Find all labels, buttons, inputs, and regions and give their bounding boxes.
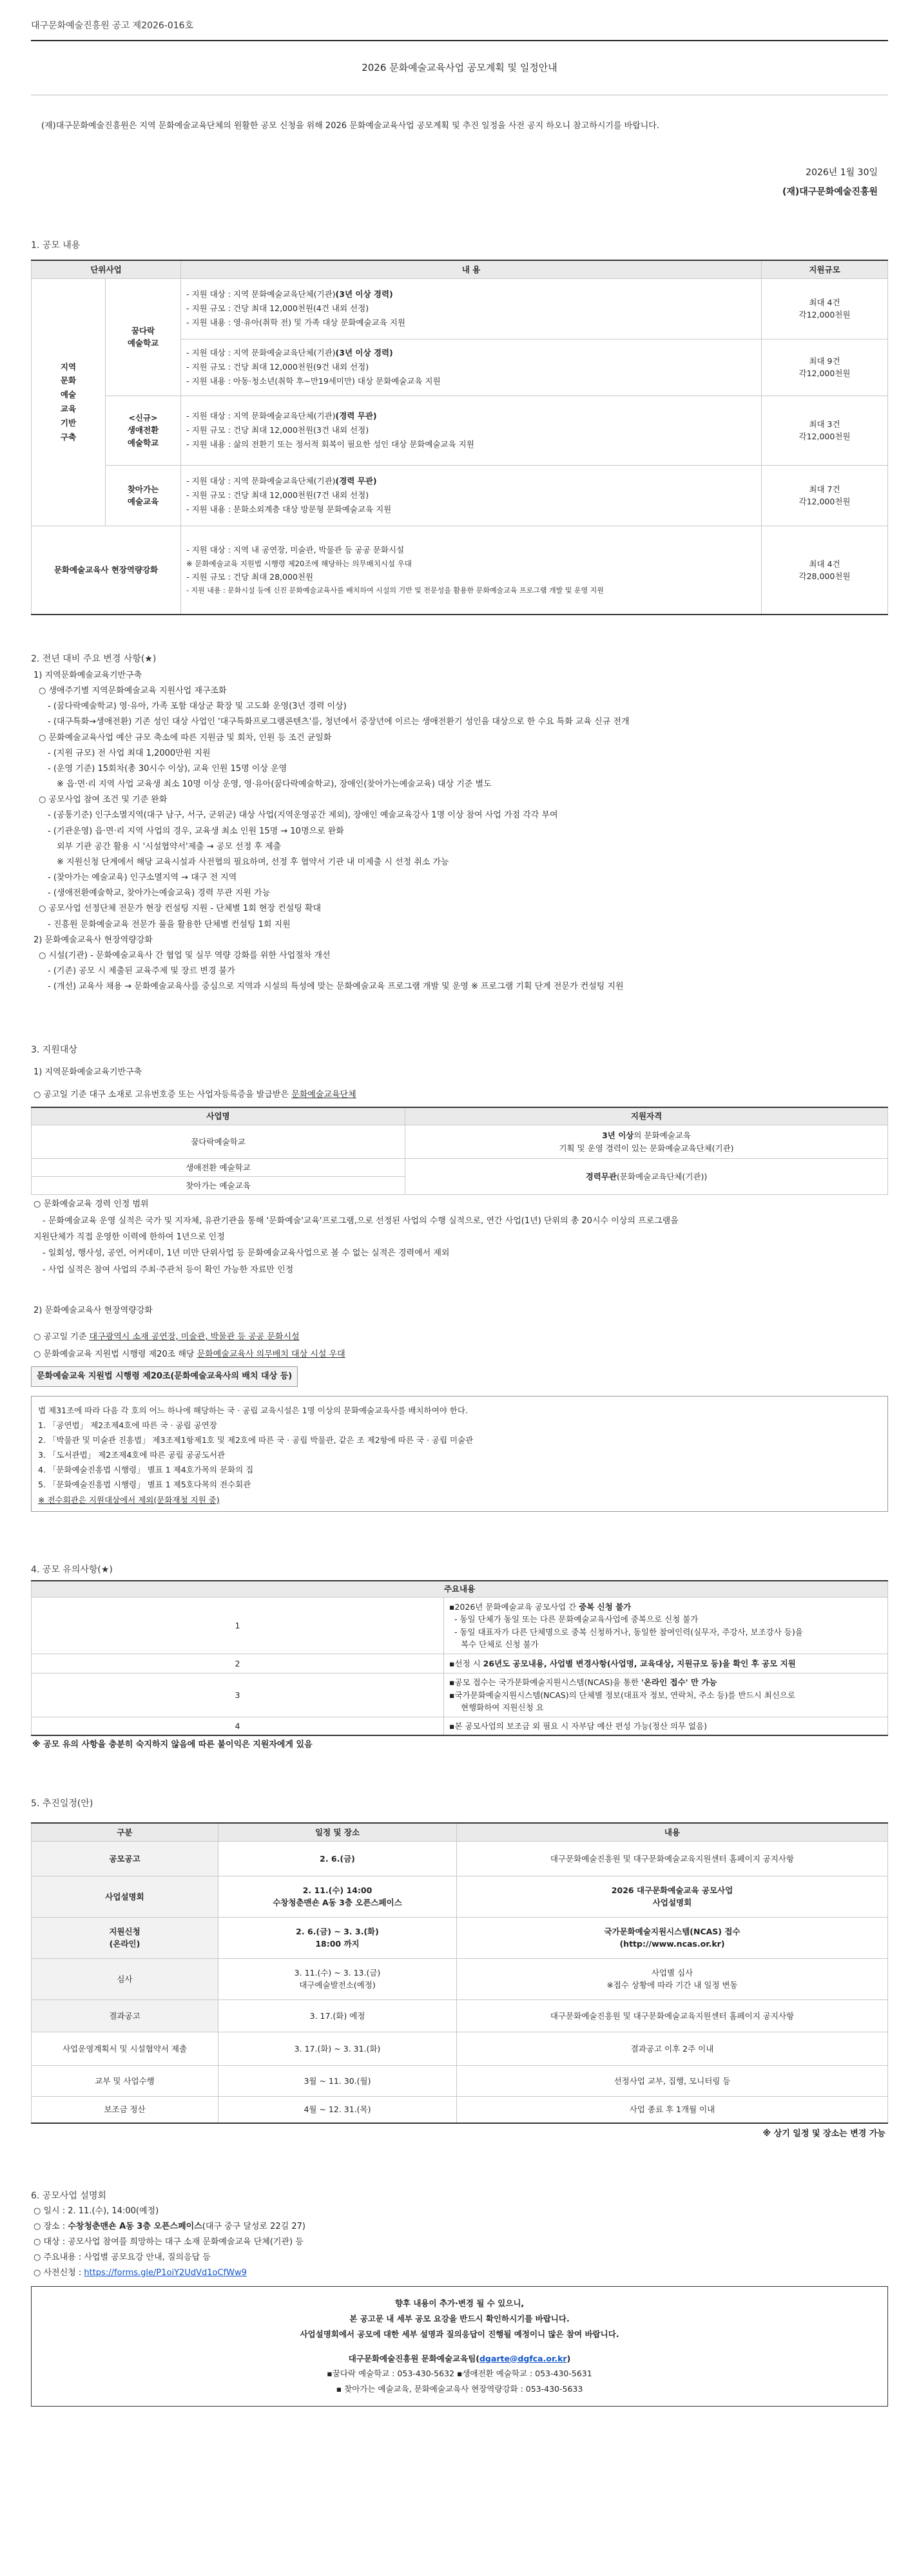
law-line: 1. 「공연법」 제2조제4호에 따른 국 · 공립 공연장 bbox=[38, 1420, 217, 1430]
desc-line: 사업별 심사 bbox=[651, 1967, 693, 1978]
law-line: ※ 전수회관은 지원대상에서 제외(문화재청 지원 중) bbox=[38, 1494, 220, 1505]
section-3 bbox=[31, 1044, 888, 1511]
list-item: - (기존) 공모 시 제출된 교육주제 및 장르 변경 불가 bbox=[48, 966, 235, 977]
career-list bbox=[31, 1196, 888, 1278]
program-scale: 최대 4건 각12,000천원 bbox=[762, 278, 888, 339]
schedule-desc bbox=[457, 1876, 888, 1917]
table-row bbox=[32, 2096, 888, 2123]
date-line: 2. 6.(금) ~ 3. 3.(화) bbox=[296, 1926, 379, 1936]
schedule-date: 2. 6.(금) bbox=[218, 1841, 457, 1876]
footer-line: 본 공고문 내 세부 공모 요강을 반드시 확인하시기를 바랍니다. bbox=[349, 2314, 570, 2324]
info-line: ○ 대상 : 공모사업 참여를 희망하는 대구 소재 문화예술교육 단체(기관) 등 bbox=[34, 2237, 304, 2247]
list-item: ○ 생애주기별 지역문화예술교육 지원사업 재구조화 bbox=[39, 686, 227, 696]
notice-date: 2026년 1월 30일 bbox=[806, 167, 878, 178]
qual-text: 의 문화예술교육 bbox=[634, 1130, 691, 1140]
schedule-note: ※ 상기 일정 및 장소는 변경 가능 bbox=[762, 2129, 885, 2139]
law-line: 4. 「문화예술진흥법 시행령」 별표 1 제4호가목의 문화의 집 bbox=[38, 1465, 254, 1475]
table-row bbox=[32, 1654, 888, 1674]
desc-line: 사업설명회 bbox=[652, 1898, 692, 1908]
qualification bbox=[405, 1159, 888, 1195]
schedule-desc bbox=[457, 1958, 888, 1999]
caution-table bbox=[31, 1580, 888, 1737]
schedule-category: 지원신청 (온라인) bbox=[32, 1917, 218, 1958]
schedule-category: 보조금 정산 bbox=[32, 2096, 218, 2123]
content-line: - 지원 내용 : 문화시설 등에 신진 문화예술교육사를 배치하여 시설의 기반 및 전문성을 활용한 문화예술교육 프로그램 개발 및 운영 지원 bbox=[186, 586, 604, 595]
section-6 bbox=[31, 2190, 888, 2406]
qual-emphasis: 경력무관 bbox=[585, 1172, 617, 1182]
list-item: - (꿈다락예술학교) 영·유아, 가족 포함 대상군 확장 및 고도화 운영(3년 경력 이상) bbox=[48, 701, 347, 712]
qual-text: 기획 및 운영 경력이 있는 문화예술교육단체(기관) bbox=[559, 1143, 734, 1153]
intro-text: (재)대구문화예술진흥원은 지역 문화예술교육단체의 원활한 공모 신청을 위해 2026 문화예술교육사업 공모계획 및 추진 일정을 사전 공지 하오니 참고하시기를 바랍니다. bbox=[41, 120, 659, 131]
caution-content bbox=[444, 1598, 888, 1654]
content-line: - 지원 대상 : 지역 문화예술교육단체(기관) bbox=[186, 289, 336, 300]
program-content bbox=[181, 526, 762, 615]
sec6-title: 6. 공모사업 설명회 bbox=[31, 2191, 106, 2202]
section-1 bbox=[31, 239, 888, 615]
date-line: 수창청춘맨숀 A동 3층 오픈스페이스 bbox=[273, 1898, 402, 1908]
content-line: - 지원 규모 : 건당 최대 12,000천원(3건 내외 선정) bbox=[186, 425, 369, 435]
sec3-sub1: 1) 지역문화예술교육기반구축 bbox=[34, 1067, 142, 1078]
caution-content bbox=[444, 1674, 888, 1717]
table-row bbox=[32, 1958, 888, 1999]
header-program: 사업명 bbox=[32, 1107, 405, 1125]
info-label: ○ 장소 : bbox=[34, 2222, 68, 2232]
caution-warning: ※ 공모 유의 사항을 충분히 숙지하지 않음에 따른 불이익은 지원자에게 있음 bbox=[32, 1740, 313, 1750]
info-label: ○ 사전신청 : bbox=[34, 2268, 84, 2278]
schedule-desc: 결과공고 이후 2주 이내 bbox=[457, 2032, 888, 2065]
schedule-date: 4월 ~ 12. 31.(목) bbox=[218, 2096, 457, 2123]
footer-line bbox=[38, 2351, 881, 2367]
content-emphasis: (경력 무관) bbox=[335, 411, 377, 421]
schedule-desc: 대구문화예술진흥원 및 대구문화예술교육지원센터 홈페이지 공지사항 bbox=[457, 1999, 888, 2032]
content-line: ▪국가문화예술지원시스템(NCAS)의 단체별 정보(대표자 정보, 연락처, 주소 등)를 반드시 최신으로 bbox=[449, 1690, 795, 1700]
eligibility-table bbox=[31, 1107, 888, 1196]
table-row bbox=[32, 1717, 888, 1736]
team-name-close: ) bbox=[566, 2353, 571, 2363]
sec2-title: 2. 전년 대비 주요 변경 사항(★) bbox=[31, 654, 157, 665]
sec4-title: 4. 공모 유의사항(★) bbox=[31, 1564, 113, 1575]
schedule-category: 사업운영계획서 및 시설협약서 제출 bbox=[32, 2032, 218, 2065]
list-item: - (생애전환예술학교, 찾아가는예술교육) 경력 무관 지원 가능 bbox=[48, 888, 271, 899]
program-name: 찾아가는 예술교육 bbox=[32, 1177, 405, 1195]
list-item: - (기관운영) 읍·면·리 지역 사업의 경우, 교육생 최소 인원 15명 → 10명으로 완화 bbox=[48, 826, 344, 836]
table-row bbox=[32, 278, 888, 339]
section-4 bbox=[31, 1563, 888, 1752]
section-2 bbox=[31, 653, 888, 995]
list-item: 외부 기관 공간 활용 시 '시설협약서'제출 → 공모 선정 후 제출 bbox=[57, 841, 282, 852]
content-line: - 지원 규모 : 건당 최대 28,000천원 bbox=[186, 572, 314, 582]
table-row bbox=[32, 1159, 888, 1177]
schedule-category: 공모공고 bbox=[32, 1841, 218, 1876]
list-item: ※ 지원신청 단계에서 해당 교육시설과 사전협의 필요하며, 선정 후 협약서 기관 내 미제출 시 선정 취소 가능 bbox=[57, 857, 449, 867]
table-row bbox=[32, 1917, 888, 1958]
list-item: - (운영 기준) 15회차(총 30시수 이상), 교육 인원 15명 이상 운영 bbox=[48, 763, 287, 774]
registration-link[interactable]: https://forms.gle/P1oiY2UdVd1oCfWw9 bbox=[84, 2268, 247, 2278]
sec3-sub2: 2) 문화예술교육사 현장역량강화 bbox=[34, 1306, 153, 1316]
list-item: ○ 문화예술교육사업 예산 규모 축소에 따른 지원금 및 회차, 인원 등 조건 균일화 bbox=[39, 732, 332, 743]
law-content bbox=[31, 1396, 888, 1512]
notice-org: (재)대구문화예술진흥원 bbox=[782, 186, 878, 197]
content-line: 현행화하여 지원신청 요 bbox=[461, 1703, 544, 1713]
table-row bbox=[32, 2065, 888, 2096]
row-number: 2 bbox=[32, 1654, 444, 1674]
list-item: 1) 지역문화예술교육기반구축 bbox=[34, 670, 142, 680]
law-box bbox=[31, 1366, 888, 1512]
qual-text: (문화예술교육단체(기관)) bbox=[617, 1172, 708, 1182]
schedule-category: 결과공고 bbox=[32, 1999, 218, 2032]
sec3-title: 3. 지원대상 bbox=[31, 1045, 77, 1056]
schedule-date bbox=[218, 1917, 457, 1958]
schedule-desc bbox=[457, 1917, 888, 1958]
header-scale: 지원규모 bbox=[762, 260, 888, 278]
date-line: 3. 11.(수) ~ 3. 13.(금) bbox=[294, 1967, 381, 1978]
list-item: - 사업 실적은 참여 사업의 주최·주관처 등이 확인 가능한 자료만 인정 bbox=[43, 1264, 294, 1275]
law-line: 3. 「도서관법」 제2조제4호에 따른 공립 공공도서관 bbox=[38, 1450, 226, 1460]
law-line: 5. 「문화예술진흥법 시행령」 별표 1 제5호다목의 전수회관 bbox=[38, 1480, 251, 1490]
schedule-table bbox=[31, 1822, 888, 2124]
sec3-note2 bbox=[31, 1330, 888, 1345]
content-line: - 지원 대상 : 지역 문화예술교육단체(기관) bbox=[186, 476, 336, 486]
date-block bbox=[31, 166, 888, 199]
program-content bbox=[181, 278, 762, 339]
schedule-desc: 대구문화예술진흥원 및 대구문화예술교육지원센터 홈페이지 공지사항 bbox=[457, 1841, 888, 1876]
list-item: - (대구특화→생애전환) 기존 성인 대상 사업인 '대구특화프로그램콘텐츠'를, 청년에서 중장년에 이르는 생애전환기 성인을 대상으로 한 수요 특화 교육 신규 전개 bbox=[48, 717, 630, 727]
content-line: - 지원 대상 : 지역 문화예술교육단체(기관) bbox=[186, 411, 336, 421]
schedule-category: 교부 및 사업수행 bbox=[32, 2065, 218, 2096]
contact-box bbox=[31, 2286, 888, 2407]
program-name: 문화예술교육사 현장역량강화 bbox=[32, 526, 181, 615]
schedule-date bbox=[218, 1876, 457, 1917]
schedule-desc: 선정사업 교부, 집행, 모니터링 등 bbox=[457, 2065, 888, 2096]
content-line: - 지원 내용 : 아동·청소년(취학 후~만19세미만) 대상 문화예술교육 지원 bbox=[186, 376, 441, 386]
table-row bbox=[32, 465, 888, 526]
note-underlined: 문화예술교육사 의무배치 대상 시설 우대 bbox=[197, 1349, 345, 1359]
content-line: - 동일 단체가 동일 또는 다른 문화예술교육사업에 중복으로 신청 불가 bbox=[454, 1614, 699, 1625]
sec1-title: 1. 공모 내용 bbox=[31, 240, 81, 251]
program-name: 꿈다락 예술학교 bbox=[106, 278, 181, 396]
footer-line: ▪ 찾아가는 예술교육, 문화예술교육사 현장역량강화 : 053-430-5633 bbox=[336, 2384, 583, 2394]
desc-line: 국가문화예술지원시스템(NCAS) 접수 bbox=[604, 1926, 740, 1936]
header-date: 일정 및 장소 bbox=[218, 1823, 457, 1841]
content-emphasis: (3년 이상 경력) bbox=[335, 348, 393, 358]
schedule-date: 3월 ~ 11. 30.(월) bbox=[218, 2065, 457, 2096]
content-line: ▪공모 접수는 국가문화예술지원시스템(NCAS)을 통한 bbox=[449, 1677, 642, 1688]
footer-line: 사업설명회에서 공모에 대한 세부 설명과 질의응답이 진행될 예정이니 많은 참여 바랍니다. bbox=[300, 2329, 619, 2339]
venue-address: (대구 중구 달성로 22길 27) bbox=[202, 2222, 305, 2232]
program-scale: 최대 3건 각12,000천원 bbox=[762, 396, 888, 465]
program-scale: 최대 9건 각12,000천원 bbox=[762, 339, 888, 396]
program-name: <신규> 생애전환 예술학교 bbox=[106, 396, 181, 465]
list-item: - 진흥원 문화예술교육 전문가 풀을 활용한 단체별 컨설팅 1회 지원 bbox=[48, 919, 291, 930]
eligibility-header bbox=[32, 1107, 888, 1125]
header-category: 구분 bbox=[32, 1823, 218, 1841]
notice-number: 대구문화예술진흥원 공고 제2026-016호 bbox=[31, 21, 194, 31]
desc-line: (http://www.ncas.or.kr) bbox=[619, 1939, 725, 1949]
table-row bbox=[32, 1598, 888, 1654]
briefing-info bbox=[31, 2204, 888, 2281]
program-name: 꿈다락예술학교 bbox=[32, 1125, 405, 1159]
row-number: 3 bbox=[32, 1674, 444, 1717]
schedule-date bbox=[218, 1958, 457, 1999]
row-number: 1 bbox=[32, 1598, 444, 1654]
sec5-title: 5. 추진일정(안) bbox=[31, 1798, 93, 1809]
law-line: 2. 「박물관 및 미술관 진흥법」 제3조제1항제1호 및 제2호에 따른 국 · 공립 박물관, 같은 조 제2항에 따른 국 · 공립 미술관 bbox=[38, 1435, 474, 1445]
note-text: ○ 공고일 기준 대구 소재로 고유번호증 또는 사업자등록증을 발급받은 bbox=[34, 1090, 292, 1100]
caution-header bbox=[32, 1581, 888, 1598]
program-table bbox=[31, 260, 888, 615]
content-emphasis: '온라인 접수' 만 가능 bbox=[641, 1677, 717, 1688]
content-emphasis: 26년도 공모내용, 사업별 변경사항(사업명, 교육대상, 지원규모 등)을 확인 후 공모 지원 bbox=[483, 1658, 796, 1668]
content-emphasis: 중복 신청 불가 bbox=[579, 1601, 632, 1612]
table-row bbox=[32, 1125, 888, 1159]
table-row bbox=[32, 1876, 888, 1917]
content-line: - 지원 규모 : 건당 최대 12,000천원(4건 내외 선정) bbox=[186, 303, 369, 314]
footer-line: 향후 내용이 추가·변경 될 수 있으니, bbox=[394, 2298, 525, 2309]
list-item: ○ 시설(기관) - 문화예술교육사 간 협업 및 실무 역량 강화를 위한 사업절차 개선 bbox=[39, 950, 331, 960]
changes-list bbox=[31, 668, 888, 995]
date-line: 18:00 까지 bbox=[315, 1939, 360, 1949]
info-line bbox=[34, 2266, 888, 2281]
law-line: 법 제31조에 따라 다음 각 호의 어느 하나에 해당하는 국 · 공립 교육시설은 1명 이상의 문화예술교육사를 배치하여야 한다. bbox=[38, 1405, 468, 1415]
law-title: 문화예술교육 지원법 시행령 제20조(문화예술교육사의 배치 대상 등) bbox=[31, 1366, 298, 1387]
note-underlined: 문화예술교육단체 bbox=[291, 1090, 356, 1100]
program-scale: 최대 7건 각12,000천원 bbox=[762, 465, 888, 526]
content-line: - 지원 규모 : 건당 최대 12,000천원(7건 내외 선정) bbox=[186, 490, 369, 501]
note-underlined: 대구광역시 소재 공연장, 미술관, 박물관 등 공공 문화시설 bbox=[89, 1331, 300, 1342]
date-line: 대구예술발전소(예정) bbox=[299, 1980, 376, 1990]
sec3-note3 bbox=[31, 1348, 888, 1362]
content-emphasis: (3년 이상 경력) bbox=[335, 289, 393, 300]
caution-content bbox=[444, 1654, 888, 1674]
table-row bbox=[32, 1674, 888, 1717]
content-line: 복수 단체로 신청 불가 bbox=[461, 1639, 539, 1649]
footer-line: ▪꿈다락 예술학교 : 053-430-5632 ▪생애전환 예술학교 : 053-430-5631 bbox=[327, 2369, 592, 2379]
content-emphasis: (경력 무관) bbox=[335, 476, 377, 486]
program-content bbox=[181, 396, 762, 465]
list-item: - (지원 규모) 전 사업 최대 1,2000만원 지원 bbox=[48, 748, 211, 758]
content-line: - 지원 대상 : 지역 문화예술교육단체(기관) bbox=[186, 348, 336, 358]
content-line: - 지원 내용 : 문화소외계층 대상 방문형 문화예술교육 지원 bbox=[186, 504, 392, 515]
schedule-header bbox=[32, 1823, 888, 1841]
table-row bbox=[32, 1841, 888, 1876]
contact-email-link[interactable]: dgarte@dgfca.or.kr bbox=[479, 2353, 567, 2363]
qualification bbox=[405, 1125, 888, 1159]
table-row bbox=[32, 1999, 888, 2032]
list-item: ※ 읍·면·리 지역 사업 교육생 최소 10명 이상 운영, 영·유아(꿈다락예술학교), 장애인(찾아가는예술교육) 대상 기준 별도 bbox=[57, 779, 492, 790]
header-content: 내 용 bbox=[181, 260, 762, 278]
note-text: ○ 공고일 기준 bbox=[34, 1331, 90, 1342]
list-item: - (찾아가는 예술교육) 인구소멸지역 → 대구 전 지역 bbox=[48, 873, 237, 883]
table-row bbox=[32, 2032, 888, 2065]
program-table-header bbox=[32, 260, 888, 278]
program-name: 생애전환 예술학교 bbox=[32, 1159, 405, 1177]
header-unit: 단위사업 bbox=[32, 260, 181, 278]
content-line: ※ 문화예술교육 지원법 시행령 제20조에 해당하는 의무배치시설 우대 bbox=[186, 559, 412, 569]
content-line: - 지원 내용 : 삶의 전환기 또는 정서적 회복이 필요한 성인 대상 문화예술교육 지원 bbox=[186, 439, 474, 450]
desc-line: 2026 대구문화예술교육 공모사업 bbox=[611, 1885, 733, 1895]
group-name: 지역 문화 예술 교육 기반 구축 bbox=[32, 278, 106, 526]
row-number: 4 bbox=[32, 1717, 444, 1736]
schedule-date: 3. 17.(화) 예정 bbox=[218, 1999, 457, 2032]
list-item: - (개선) 교육사 채용 → 문화예술교육사를 중심으로 지역과 시설의 특성에 맞는 문화예술교육 프로그램 개발 및 운영 ※ 프로그램 기획 단계 전문가 컨설팅 지원 bbox=[48, 982, 624, 992]
note-text: ○ 문화예술교육 지원법 시행령 제20조 해당 bbox=[34, 1349, 197, 1359]
schedule-category: 사업설명회 bbox=[32, 1876, 218, 1917]
sec3-note1 bbox=[31, 1088, 888, 1103]
list-item: - (공통기준) 인구소멸지역(대구 남구, 서구, 군위군) 대상 사업(지역운영공간 제외), 장애인 예술교육강사 1명 이상 참여 사업 가점 각각 부여 bbox=[48, 810, 558, 821]
table-row bbox=[32, 526, 888, 615]
schedule-desc: 사업 종료 후 1개월 이내 bbox=[457, 2096, 888, 2123]
list-item: ○ 문화예술교육 경력 인정 범위 bbox=[34, 1199, 149, 1210]
list-item: 2) 문화예술교육사 현장역량강화 bbox=[34, 935, 153, 945]
info-line bbox=[34, 2219, 888, 2235]
list-item: - 문화예술교육 운영 실적은 국가 및 지자체, 유관기관을 통해 '문화예술'교육'프로그램,으로 선정된 사업의 수행 실적으로, 연간 사업(1년) 단위의 총 20시수 이상의 프로그램을 bbox=[43, 1216, 679, 1226]
list-item: ○ 공모사업 선정단체 전문가 현장 컨설팅 지원 - 단체별 1회 현장 컨설팅 확대 bbox=[39, 904, 322, 914]
content-line: - 지원 규모 : 건당 최대 12,000천원(9건 내외 선정) bbox=[186, 362, 369, 372]
qual-emphasis: 3년 이상 bbox=[602, 1130, 634, 1140]
table-row bbox=[32, 396, 888, 465]
schedule-date: 3. 17.(화) ~ 3. 31.(화) bbox=[218, 2032, 457, 2065]
list-item: ○ 공모사업 참여 조건 및 기준 완화 bbox=[39, 795, 168, 805]
header-desc: 내용 bbox=[457, 1823, 888, 1841]
section-5 bbox=[31, 1797, 888, 2141]
desc-line: ※접수 상황에 따라 기간 내 일정 변동 bbox=[606, 1980, 738, 1990]
info-line: ○ 일시 : 2. 11.(수), 14:00(예정) bbox=[34, 2206, 159, 2217]
venue-name: 수창청춘맨숀 A동 3층 오픈스페이스 bbox=[68, 2222, 202, 2232]
content-line: - 지원 대상 : 지역 내 공연장, 미술관, 박물관 등 공공 문화시설 bbox=[186, 545, 405, 555]
list-item: - 일회성, 행사성, 공연, 어커데미, 1년 미만 단위사업 등 문화예술교육사업으로 볼 수 없는 실적은 경력에서 제외 bbox=[43, 1248, 450, 1259]
content-line: - 지원 내용 : 영·유아(취학 전) 및 가족 대상 문화예술교육 지원 bbox=[186, 318, 405, 328]
schedule-category: 심사 bbox=[32, 1958, 218, 1999]
info-line: ○ 주요내용 : 사업별 공모요강 안내, 질의응답 등 bbox=[34, 2253, 211, 2263]
header-qualification: 지원자격 bbox=[405, 1107, 888, 1125]
date-line: 2. 11.(수) 14:00 bbox=[302, 1885, 372, 1895]
list-item: 지원단체가 직접 운영한 이력에 한하여 1년으로 인정 bbox=[34, 1232, 225, 1243]
content-line: - 동일 대표자가 다른 단체명으로 중복 신청하거나, 동일한 참여인력(실무자, 주강사, 보조강사 등)을 bbox=[454, 1627, 803, 1637]
team-name: 대구문화예술진흥원 문화예술교육팀( bbox=[348, 2353, 479, 2363]
content-line: ▪2026년 문화예술교육 공모사업 간 bbox=[449, 1601, 579, 1612]
content-line: ▪선정 시 bbox=[449, 1658, 483, 1668]
caution-content: ▪본 공모사업의 보조금 외 필요 시 자부담 예산 편성 가능(정산 의무 없음) bbox=[444, 1717, 888, 1736]
program-content bbox=[181, 339, 762, 396]
document-title: 2026 문화예술교육사업 공모계획 및 일정안내 bbox=[362, 61, 557, 73]
program-content bbox=[181, 465, 762, 526]
program-scale: 최대 4건 각28,000천원 bbox=[762, 526, 888, 615]
program-name: 찾아가는 예술교육 bbox=[106, 465, 181, 526]
header-main: 주요내용 bbox=[32, 1581, 888, 1598]
